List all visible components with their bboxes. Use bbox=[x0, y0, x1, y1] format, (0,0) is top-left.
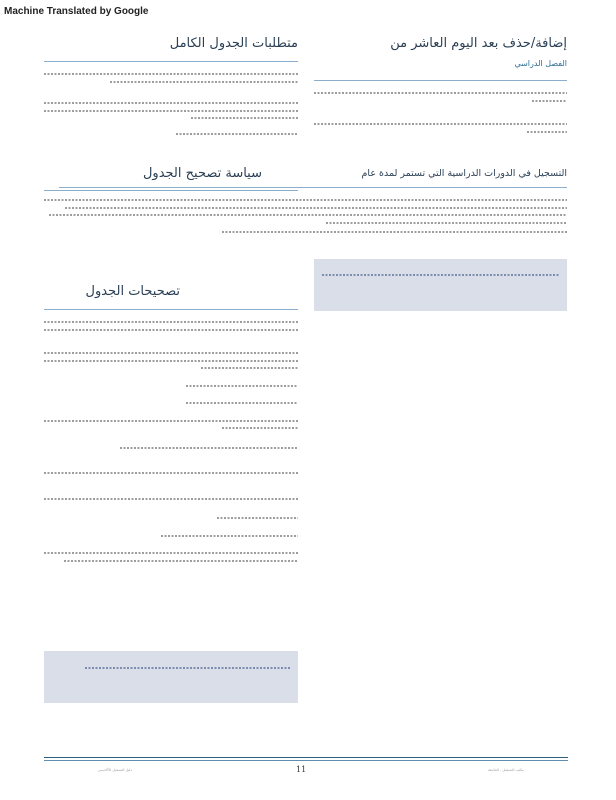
section-divider bbox=[314, 80, 567, 81]
list-item bbox=[44, 549, 298, 564]
section-full-schedule bbox=[44, 36, 298, 137]
page-number: 11 bbox=[296, 765, 307, 774]
section-year-long bbox=[314, 168, 567, 188]
paragraph-year-long bbox=[44, 196, 567, 236]
paragraph-full-schedule-1 bbox=[44, 70, 298, 85]
section-corrections bbox=[44, 284, 298, 564]
section-correction-policy bbox=[44, 166, 298, 191]
section-add-drop-title: إضافة/حذف بعد اليوم العاشر من bbox=[390, 36, 567, 51]
paragraph-corrections-2 bbox=[44, 349, 298, 372]
section-divider bbox=[44, 190, 298, 191]
paragraph-add-drop-1 bbox=[314, 89, 567, 104]
list-item bbox=[44, 514, 298, 522]
section-add-drop-subtitle: الفصل الدراسي bbox=[514, 59, 567, 68]
section-full-schedule-title: متطلبات الجدول الكامل bbox=[169, 36, 298, 51]
footer-divider bbox=[44, 760, 568, 761]
list-item bbox=[44, 382, 298, 390]
section-divider bbox=[44, 309, 298, 310]
section-correction-policy-title: سياسة تصحيح الجدول bbox=[142, 166, 262, 181]
machine-translated-banner: Machine Translated by Google bbox=[4, 6, 149, 17]
list-item bbox=[44, 417, 298, 432]
footer-left-text: دليل التسجيل الأكاديمي bbox=[98, 768, 132, 772]
footer-right-text: مكتب التسجيل - الجامعة bbox=[488, 768, 524, 772]
list-item bbox=[44, 444, 298, 452]
list-item bbox=[44, 399, 298, 407]
list-item bbox=[44, 532, 298, 540]
paragraph-add-drop-2 bbox=[314, 120, 567, 135]
section-divider bbox=[44, 61, 298, 62]
list-item bbox=[44, 495, 298, 503]
note-box-corrections bbox=[44, 651, 298, 703]
paragraph-full-schedule-2 bbox=[44, 99, 298, 122]
list-item bbox=[44, 469, 298, 477]
footer-divider bbox=[44, 757, 568, 758]
section-year-long-title: التسجيل في الدورات الدراسية التي تستمر لمدة عام bbox=[361, 168, 567, 179]
paragraph-full-schedule-3 bbox=[44, 130, 298, 138]
note-box-year-long bbox=[314, 259, 567, 311]
section-corrections-title: تصحيحات الجدول bbox=[85, 284, 180, 299]
paragraph-corrections-1 bbox=[44, 318, 298, 333]
section-add-drop bbox=[314, 36, 567, 135]
